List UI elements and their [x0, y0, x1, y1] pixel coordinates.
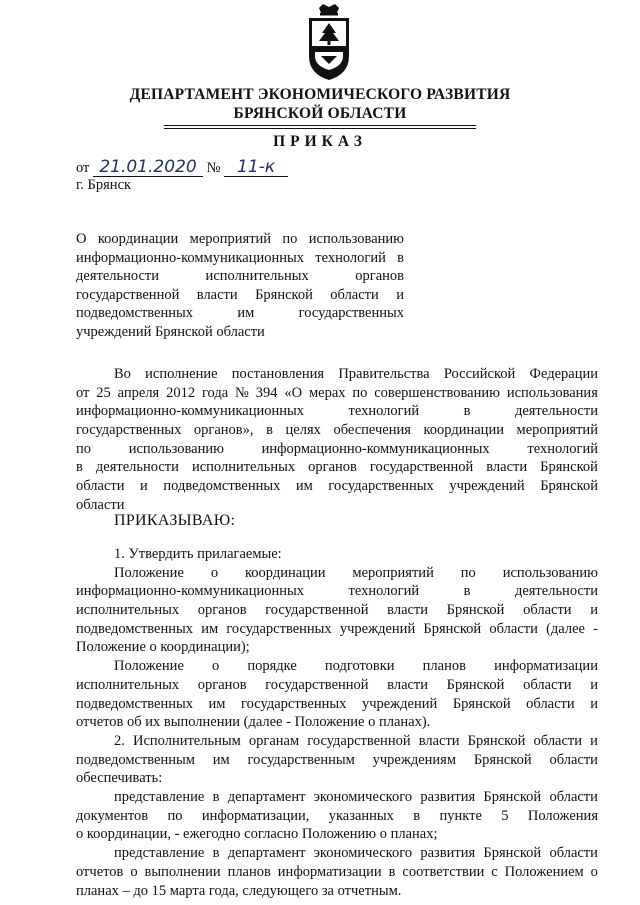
- item-line: отчетов об их выполнении (далее - Положение о планах).: [76, 714, 431, 731]
- subject-line: учреждений Брянской области: [76, 323, 265, 340]
- preamble-line: государственных органов», в целях обеспечения координации мероприятий: [76, 422, 598, 439]
- item-line: подведомственных им государственных учреждений Брянской области и: [76, 695, 598, 712]
- item-line: планах – до 15 марта года, следующего за отчетным.: [76, 882, 402, 899]
- number-sign: №: [206, 160, 221, 176]
- order-date-line: [76, 159, 288, 177]
- header-divider: [164, 128, 476, 129]
- order-title: ПРИКАЗ: [273, 133, 367, 150]
- bryansk-coat-of-arms-emblem: [301, 4, 357, 84]
- order-item-1: [76, 545, 598, 732]
- item-line: о координации, - ежегодно согласно Положению о планах;: [76, 826, 438, 843]
- department-name-line2: БРЯНСКОЙ ОБЛАСТИ: [233, 105, 407, 122]
- item-line: представление в департамент экономического развития Брянской области: [114, 789, 598, 806]
- preamble-line: Во исполнение постановления Правительства Российской Федерации: [114, 366, 598, 382]
- preamble-line: информационно-коммуникационных технологий в деятельности: [76, 403, 598, 420]
- item-line: Положение о координации);: [76, 639, 250, 656]
- item-line: обеспечивать:: [76, 770, 163, 787]
- item-line: исполнительных органов государственной власти Брянской области и: [76, 676, 598, 693]
- subject-line: информационно-коммуникационных технологий в: [76, 249, 404, 266]
- item-line: отчетов о выполнении планов информатизации в соответствии с Положением о: [76, 863, 598, 880]
- item-line: исполнительных органов государственной власти Брянской области и: [76, 602, 598, 619]
- item-line: Положение о координации мероприятий по использованию: [114, 564, 598, 581]
- preamble-line: области и подведомственных им государственных учреждений Брянской: [76, 478, 598, 495]
- item-lead: 1. Утвердить прилагаемые:: [114, 546, 282, 562]
- subject-line: О координации мероприятий по использованию: [76, 231, 404, 247]
- subject-line: подведомственных им государственных: [76, 305, 404, 322]
- subject-line: государственной власти Брянской области и: [76, 286, 404, 303]
- preamble-line: области: [76, 496, 125, 513]
- item-line: Положение о порядке подготовки планов информатизации: [114, 658, 598, 675]
- order-directive-word: ПРИКАЗЫВАЮ:: [114, 512, 236, 529]
- city: г. Брянск: [76, 177, 132, 193]
- preamble-line: от 25 апреля 2012 года № 394 «О мерах по совершенствованию использования: [76, 384, 598, 401]
- date-prefix: от: [76, 160, 90, 176]
- item-line: подведомственных им государственных учреждений Брянской области (далее -: [76, 620, 598, 637]
- item-line: документов по информатизации, указанных в пункте 5 Положения: [76, 807, 598, 824]
- department-name-line1: ДЕПАРТАМЕНТ ЭКОНОМИЧЕСКОГО РАЗВИТИЯ: [129, 86, 511, 103]
- handwritten-date: 21.01.2020: [93, 159, 203, 177]
- item-lead: 2. Исполнительным органам государственной власти Брянской области и: [114, 733, 598, 749]
- item-line: информационно-коммуникационных технологий в деятельности: [76, 583, 598, 600]
- item-line: подведомственным им государственным учреждениям Брянской области: [76, 751, 598, 768]
- order-subject: [76, 230, 404, 342]
- handwritten-order-number: 11-к: [224, 159, 288, 177]
- preamble-line: по использованию информационно-коммуникационных технологий: [76, 440, 598, 457]
- order-item-2: [76, 732, 598, 900]
- preamble-line: в деятельности исполнительных органов государственной власти Брянской: [76, 459, 598, 476]
- item-line: представление в департамент экономического развития Брянской области: [114, 845, 598, 862]
- header-divider: [164, 125, 476, 126]
- subject-line: деятельности исполнительных органов: [76, 268, 404, 285]
- preamble: [76, 365, 598, 515]
